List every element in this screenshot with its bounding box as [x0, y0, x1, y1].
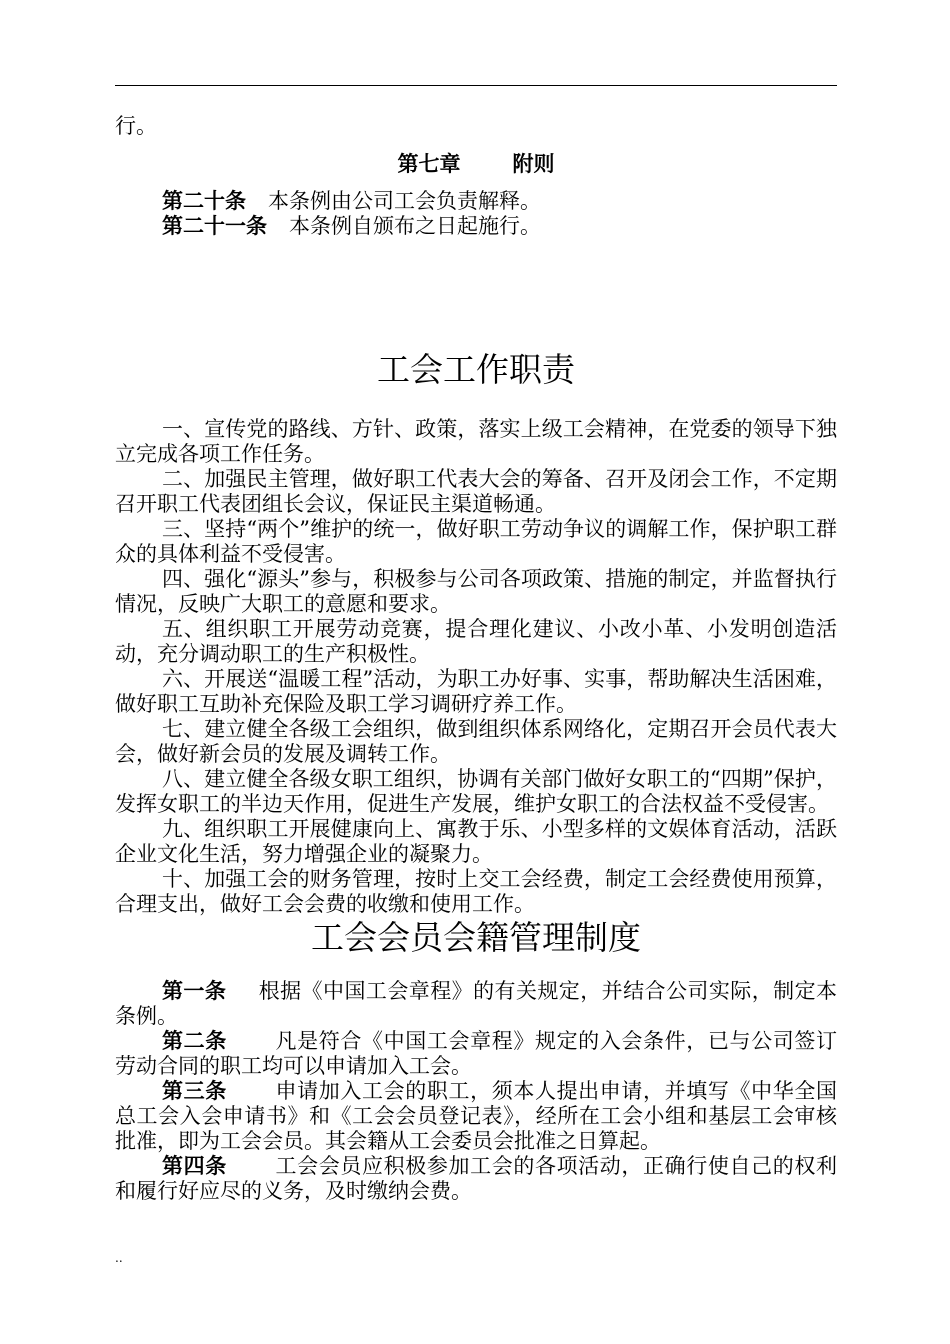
article-text: 本条例由公司工会负责解释。: [268, 189, 541, 213]
membership-article-1: [115, 979, 837, 1029]
duty-item: 七、建立健全各级工会组织，做到组织体系网络化，定期召开会员代表大会，做好新会员的发展及调转工作。: [115, 717, 837, 766]
duty-item: 六、开展送“温暖工程”活动，为职工办好事、实事，帮助解决生活困难，做好职工互助补充保险及职工学习调研疗养工作。: [115, 667, 837, 716]
article-label: 第二十条: [162, 189, 246, 213]
article-label: 第一条: [162, 979, 227, 1003]
footer-marker: ..: [115, 1251, 123, 1265]
duty-item: 二、加强民主管理，做好职工代表大会的筹备、召开及闭会工作，不定期召开职工代表团组长会议，保证民主渠道畅通。: [115, 467, 837, 516]
article-text: 申请加入工会的职工，须本人提出申请，并填写《中华全国总工会入会申请书》和《工会会员登记表》，经所在工会小组和基层工会审核批准，即为工会会员。其会籍从工会委员会批准之日算起。: [115, 1079, 838, 1153]
article-21: [115, 214, 837, 239]
membership-article-4: [115, 1154, 837, 1204]
duty-item: 五、组织职工开展劳动竞赛，提合理化建议、小改小革、小发明创造活动，充分调动职工的生产积极性。: [115, 617, 837, 666]
duty-item: 三、坚持“两个”维护的统一，做好职工劳动争议的调解工作，保护职工群众的具体利益不受侵害。: [115, 517, 837, 566]
duty-item: 九、组织职工开展健康向上、寓教于乐、小型多样的文娱体育活动，活跃企业文化生活，努力增强企业的凝聚力。: [115, 817, 837, 866]
membership-article-2: [115, 1029, 837, 1079]
duty-item: 八、建立健全各级女职工组织，协调有关部门做好女职工的“四期”保护，发挥女职工的半边天作用，促进生产发展，维护女职工的合法权益不受侵害。: [115, 767, 837, 816]
document-page: [115, 114, 837, 1204]
chapter-number: 第七章: [397, 152, 461, 176]
header-rule: [115, 85, 837, 86]
section-title-membership: 工会会员会籍管理制度: [311, 918, 641, 957]
article-label: 第二条: [162, 1029, 227, 1053]
continuation-text: 行。: [115, 114, 157, 138]
duty-item: 一、宣传党的路线、方针、政策，落实上级工会精神，在党委的领导下独立完成各项工作任务。: [115, 417, 837, 466]
article-text: 凡是符合《中国工会章程》规定的入会条件，已与公司签订劳动合同的职工均可以申请加入工会。: [115, 1029, 838, 1078]
article-label: 第四条: [162, 1154, 227, 1178]
chapter-heading: [115, 152, 837, 177]
article-20: [115, 189, 837, 214]
article-label: 第二十一条: [162, 214, 267, 238]
membership-article-3: [115, 1079, 837, 1154]
section-title-duties: 工会工作职责: [377, 350, 575, 389]
duty-item: 十、加强工会的财务管理，按时上交工会经费，制定工会经费使用预算，合理支出，做好工会会费的收缴和使用工作。: [115, 867, 837, 916]
article-text: 根据《中国工会章程》的有关规定，并结合公司实际，制定本条例。: [115, 979, 838, 1028]
article-text: 本条例自颁布之日起施行。: [289, 214, 541, 238]
article-text: 工会会员应积极参加工会的各项活动，正确行使自己的权利和履行好应尽的义务，及时缴纳会费。: [115, 1154, 838, 1203]
duty-item: 四、强化“源头”参与，积极参与公司各项政策、措施的制定，并监督执行情况，反映广大职工的意愿和要求。: [115, 567, 837, 616]
chapter-title: 附则: [512, 152, 555, 176]
article-label: 第三条: [162, 1079, 227, 1103]
